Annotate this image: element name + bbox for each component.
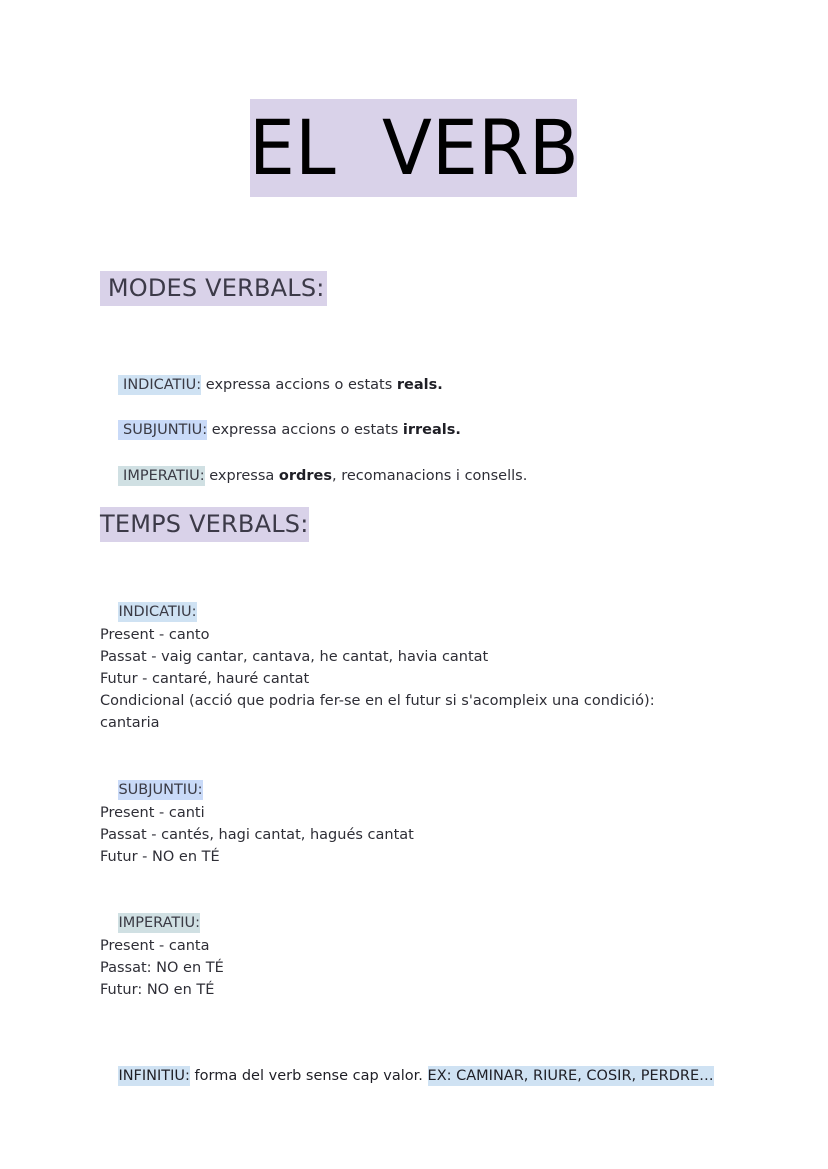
mode-imperatiu (100, 443, 528, 484)
temps-group-label: SUBJUNTIU: (118, 782, 203, 798)
page-title: EL VERB (248, 103, 579, 192)
temps-group-imperatiu-list (100, 935, 224, 1001)
infinitiu-label: INFINITIU: (118, 1068, 190, 1084)
temps-group-subjuntiu-heading (100, 757, 203, 798)
list-item: Passat: NO en TÉ (100, 960, 224, 976)
temps-group-indicatiu-list (100, 624, 655, 734)
list-item: Present - canti (100, 805, 205, 821)
mode-description: expressa accions o estats (201, 377, 397, 393)
temps-group-label: INDICATIU: (118, 604, 197, 620)
list-item: Futur - cantaré, hauré cantat (100, 671, 310, 687)
list-item: Present - canto (100, 627, 210, 643)
mode-label: SUBJUNTIU: (118, 422, 208, 438)
mode-emphasis: irreals. (402, 422, 461, 438)
mode-label: IMPERATIU: (118, 468, 205, 484)
mode-emphasis: ordres (278, 468, 332, 484)
mode-label: INDICATIU: (118, 377, 202, 393)
mode-subjuntiu (100, 397, 461, 438)
temps-group-label: IMPERATIU: (118, 915, 201, 931)
mode-description: expressa (204, 468, 279, 484)
mode-emphasis: reals. (396, 377, 443, 393)
list-item: Passat - cantés, hagi cantat, hagués cantat (100, 827, 414, 843)
mode-description: expressa accions o estats (207, 422, 403, 438)
list-item: Futur: NO en TÉ (100, 982, 215, 998)
list-item: Present - canta (100, 938, 210, 954)
list-item: cantaria (100, 715, 160, 731)
temps-group-indicatiu-heading (100, 579, 197, 620)
temps-group-subjuntiu-list (100, 802, 414, 868)
title-highlight (250, 99, 577, 197)
list-item: Futur - NO en TÉ (100, 849, 220, 865)
infinitiu-example: EX: CAMINAR, RIURE, COSIR, PERDRE… (427, 1068, 714, 1084)
list-item: Condicional (acció que podria fer-se en el futur si s'acompleix una condició): (100, 693, 655, 709)
mode-description-end: , recomanacions i consells. (332, 468, 528, 484)
temps-heading: TEMPS VERBALS: (100, 507, 309, 542)
list-item: Passat - vaig cantar, cantava, he cantat, havia cantat (100, 649, 489, 665)
modes-heading: MODES VERBALS: (100, 271, 327, 306)
infinitiu-description: forma del verb sense cap valor. (189, 1068, 428, 1084)
mode-indicatiu (100, 352, 443, 393)
temps-group-imperatiu-heading (100, 890, 201, 931)
infinitiu-line (100, 1043, 714, 1084)
